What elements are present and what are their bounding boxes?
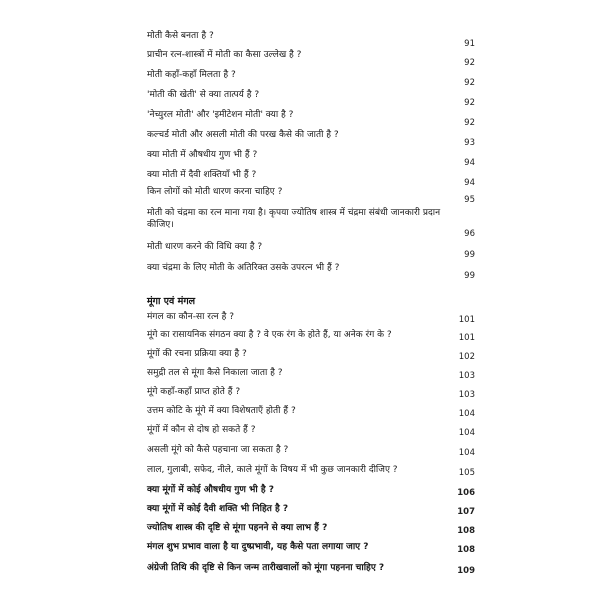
toc-question: मूंगे का रासायनिक संगठन क्या है ? वे एक रंग के होते हैं, या अनेक रंग के ? xyxy=(147,330,392,340)
toc-question: ज्योतिष शास्त्र की दृष्टि से मूंगा पहनने से क्या लाभ हैं ? xyxy=(147,523,328,533)
toc-item xyxy=(147,444,485,456)
toc-page-number: 92 xyxy=(464,58,475,68)
toc-item xyxy=(147,129,485,148)
toc-page-number: 105 xyxy=(458,468,475,478)
toc-page-number: 104 xyxy=(458,448,475,458)
toc-item xyxy=(147,89,485,108)
toc-question: मोती को चंद्रमा का रत्न माना गया है। कृपया ज्योतिष शास्त्र में चंद्रमा संबंधी जानकारी प्रदान कीजिए। xyxy=(147,208,441,230)
toc-question: क्या मोती में दैवी शक्तियाँ भी हैं ? xyxy=(147,170,257,180)
toc-item xyxy=(147,522,485,534)
toc-question: उत्तम कोटि के मूंगे में क्या विशेषताएँ होती हैं ? xyxy=(147,406,296,416)
toc-question: क्या चंद्रमा के लिए मोती के अतिरिक्त उसके उपरत्न भी हैं ? xyxy=(147,263,340,273)
toc-item xyxy=(147,186,485,205)
toc-page-number: 106 xyxy=(457,488,475,498)
toc-question: लाल, गुलाबी, सफेद, नीले, काले मूंगों के विषय में भी कुछ जानकारी दीजिए ? xyxy=(147,465,398,475)
toc-page-number: 94 xyxy=(464,178,475,188)
toc-question: प्राचीन रत्न-शास्त्रों में मोती का कैसा उल्लेख है ? xyxy=(147,50,302,60)
toc-question: 'नेच्युरल मोती' और 'इमीटेशन मोती' क्या है ? xyxy=(147,110,294,120)
toc-question: 'मोती की खेती' से क्या तात्पर्य है ? xyxy=(147,90,260,100)
toc-item xyxy=(147,562,485,574)
toc-page-number: 104 xyxy=(458,428,475,438)
toc-page-number: 91 xyxy=(464,39,475,49)
toc-item xyxy=(147,484,485,496)
toc-page-number: 108 xyxy=(457,526,475,536)
toc-question: क्या मूंगों में कोई दैवी शक्ति भी निहित है ? xyxy=(147,504,289,514)
toc-page-number: 109 xyxy=(457,566,475,576)
toc-page-number: 104 xyxy=(458,409,475,419)
toc-question: मूंगों में कौन से दोष हो सकते हैं ? xyxy=(147,425,256,435)
toc-item xyxy=(147,241,485,260)
toc-page-number: 93 xyxy=(464,138,475,148)
toc-item xyxy=(147,262,485,281)
toc-question: मोती धारण करने की विधि क्या है ? xyxy=(147,242,263,252)
toc-page-number: 96 xyxy=(464,229,475,239)
toc-question: अंग्रेजी तिथि की दृष्टि से किन जन्म तारीखवालों को मूंगा पहनना चाहिए ? xyxy=(147,563,385,573)
toc-page-number: 101 xyxy=(458,315,475,325)
toc-page-number: 108 xyxy=(457,545,475,555)
toc-page-number: 102 xyxy=(458,352,475,362)
toc-question: क्या मूंगों में कोई औषधीय गुण भी है ? xyxy=(147,485,274,495)
toc-item xyxy=(147,541,485,553)
section-title: मूंगा एवं मंगल xyxy=(147,296,196,307)
toc-item xyxy=(147,348,485,360)
book-page xyxy=(125,0,475,600)
toc-question: असली मूंगे को कैसे पहचाना जा सकता है ? xyxy=(147,445,289,455)
toc-page-number: 92 xyxy=(464,78,475,88)
toc-item xyxy=(147,464,485,476)
toc-page-number: 99 xyxy=(464,271,475,281)
toc-question: मूंगे कहाँ-कहाँ प्राप्त होते हैं ? xyxy=(147,387,241,397)
toc-page-number: 95 xyxy=(464,195,475,205)
toc-question: मूंगों की रचना प्रक्रिया क्या है ? xyxy=(147,349,247,359)
toc-item xyxy=(147,149,485,168)
toc-question: समुद्री तल से मूंगा कैसे निकाला जाता है ? xyxy=(147,368,283,378)
toc-item xyxy=(147,329,485,341)
toc-question: क्या मोती में औषधीय गुण भी हैं ? xyxy=(147,150,258,160)
toc-item xyxy=(147,30,485,49)
toc-item xyxy=(147,169,485,188)
toc-page-number: 92 xyxy=(464,118,475,128)
toc-question: मोती कहाँ-कहाँ मिलता है ? xyxy=(147,70,236,80)
toc-item xyxy=(147,109,485,128)
toc-question: मंगल शुभ प्रभाव वाला है या दुष्प्रभावी, यह कैसे पता लगाया जाए ? xyxy=(147,542,369,552)
toc-question: मंगल का कौन-सा रत्न है ? xyxy=(147,312,234,322)
toc-page-number: 103 xyxy=(458,390,475,400)
toc-item xyxy=(147,367,485,379)
toc-question: कल्चर्ड मोती और असली मोती की परख कैसे की जाती है ? xyxy=(147,130,339,140)
toc-page-number: 92 xyxy=(464,98,475,108)
toc-page-number: 103 xyxy=(458,371,475,381)
toc-item xyxy=(147,424,485,436)
toc-item xyxy=(147,386,485,398)
toc-item xyxy=(147,49,485,68)
toc-page-number: 94 xyxy=(464,158,475,168)
toc-question: किन लोगों को मोती धारण करना चाहिए ? xyxy=(147,187,283,197)
toc-item xyxy=(147,69,485,88)
toc-question: मोती कैसे बनता है ? xyxy=(147,31,214,41)
toc-page-number: 101 xyxy=(458,333,475,343)
toc-page-number: 99 xyxy=(464,250,475,260)
toc-item xyxy=(147,405,485,417)
toc-page-number: 107 xyxy=(457,507,475,517)
toc-item xyxy=(147,503,485,515)
toc-item xyxy=(147,311,485,323)
toc-item xyxy=(147,207,485,239)
